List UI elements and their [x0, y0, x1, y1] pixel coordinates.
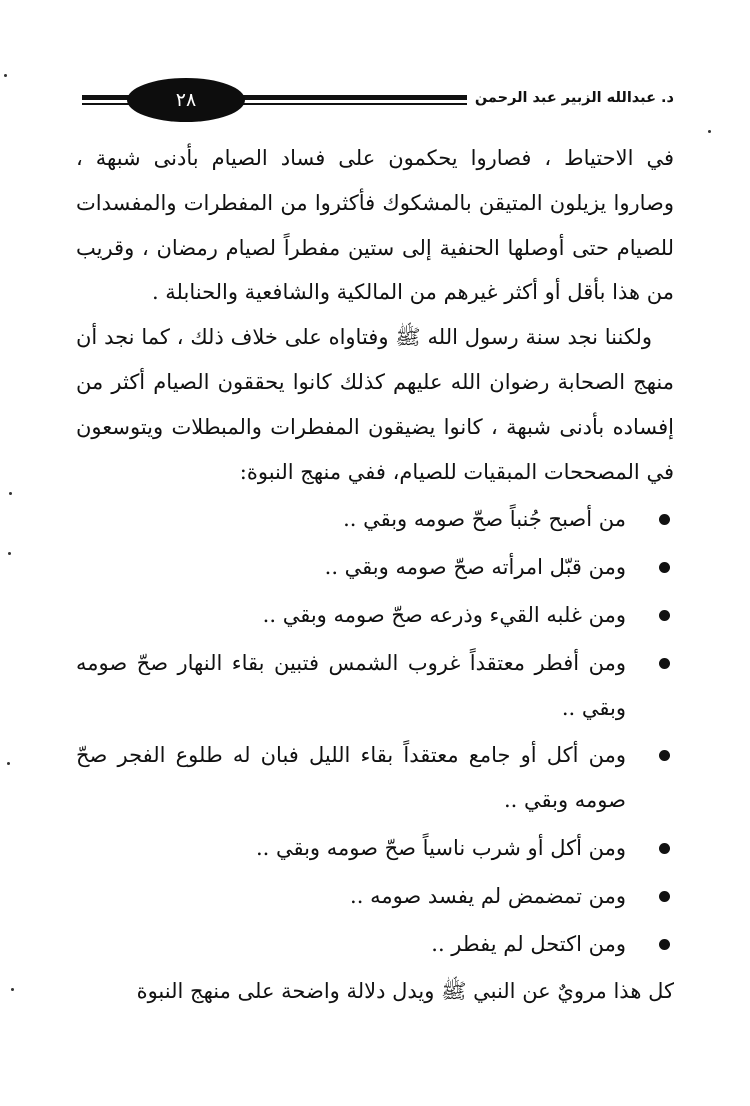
author-name: د. عبدالله الزبير عبد الرحمن — [467, 86, 676, 110]
paragraph: ولكننا نجد سنة رسول الله ﷺ وفتاواه على خلاف ذلك ، كما نجد أن منهج الصحابة رضوان الله عليهم كذلك كانوا يحققون الصيام أكثر من إفساده بأدنى شبهة ، كانوا يضيقون المفطرات والمبطلات ويتوسعون في المصححات المبقيات للصيام، ففي منهج النبوة: — [76, 325, 674, 484]
page-header — [82, 78, 672, 122]
list-item: من أصبح جُنباً صحّ صومه وبقي .. — [76, 497, 674, 542]
scan-speck — [4, 74, 7, 77]
page-number-badge — [127, 78, 245, 122]
scan-speck — [7, 762, 10, 765]
list-item: ومن تمضمض لم يفسد صومه .. — [76, 874, 674, 919]
list-item: ومن قبّل امرأته صحّ صومه وبقي .. — [76, 545, 674, 590]
list-item: ومن غلبه القيء وذرعه صحّ صومه وبقي .. — [76, 593, 674, 638]
list-item: ومن أكل أو شرب ناسياً صحّ صومه وبقي .. — [76, 826, 674, 871]
page-body — [76, 136, 674, 1014]
closing-line: كل هذا مرويٌ عن النبي ﷺ ويدل دلالة واضحة على منهج النبوة — [136, 979, 674, 1004]
scan-speck — [9, 492, 12, 495]
bullet-list — [76, 497, 674, 966]
paragraph: في الاحتياط ، فصاروا يحكمون على فساد الصيام بأدنى شبهة ، وصاروا يزيلون المتيقن بالمشكوك فأكثروا من المفطرات والمفسدات للصيام حتى أوصلها الحنفية إلى ستين مفطراً لصيام رمضان ، وقريب من هذا بأقل أو أكثر غيرهم من المالكية والشافعية والحنابلة . — [76, 146, 674, 305]
list-item: ومن أكل أو جامع معتقداً بقاء الليل فبان له طلوع الفجر صحّ صومه وبقي .. — [76, 733, 674, 823]
scan-speck — [11, 988, 14, 991]
list-item: ومن أفطر معتقداً غروب الشمس فتبين بقاء النهار صحّ صومه وبقي .. — [76, 641, 674, 731]
page-number: ٢٨ — [175, 89, 197, 111]
list-item: ومن اكتحل لم يفطر .. — [76, 922, 674, 967]
scan-speck — [708, 130, 711, 133]
scan-speck — [8, 552, 11, 555]
